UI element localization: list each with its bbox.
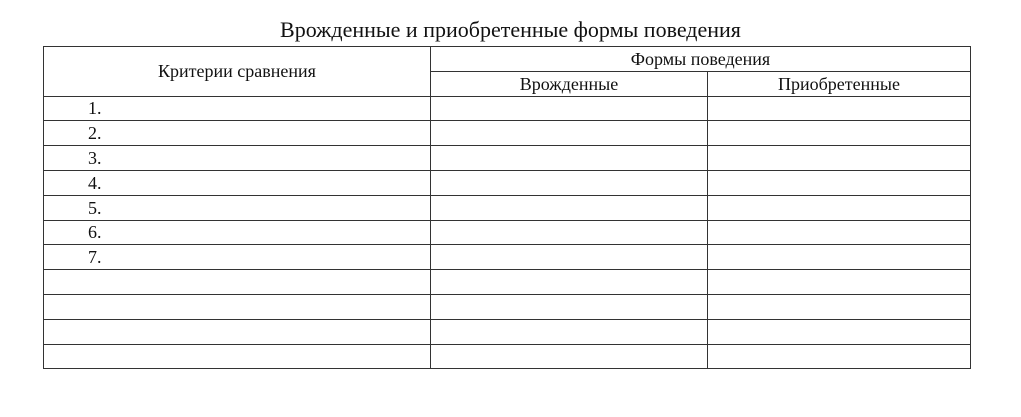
criteria-cell[interactable]: 6. bbox=[44, 220, 431, 245]
innate-cell[interactable] bbox=[431, 96, 708, 121]
table-row bbox=[44, 245, 971, 270]
acquired-header: Приобретенные bbox=[708, 71, 971, 96]
innate-cell[interactable] bbox=[431, 195, 708, 220]
criteria-cell[interactable] bbox=[44, 319, 431, 344]
table-row bbox=[44, 121, 971, 146]
innate-cell[interactable] bbox=[431, 344, 708, 369]
table-row bbox=[44, 146, 971, 171]
acquired-cell[interactable] bbox=[708, 96, 971, 121]
criteria-cell[interactable]: 3. bbox=[44, 146, 431, 171]
criteria-header: Критерии сравнения bbox=[44, 47, 431, 97]
acquired-cell[interactable] bbox=[708, 294, 971, 319]
innate-cell[interactable] bbox=[431, 170, 708, 195]
acquired-cell[interactable] bbox=[708, 121, 971, 146]
acquired-cell[interactable] bbox=[708, 245, 971, 270]
table-header-row bbox=[44, 47, 971, 72]
innate-cell[interactable] bbox=[431, 146, 708, 171]
criteria-cell[interactable]: 5. bbox=[44, 195, 431, 220]
page-title: Врожденные и приобретенные формы поведения bbox=[280, 17, 741, 42]
criteria-cell[interactable]: 4. bbox=[44, 170, 431, 195]
table-row bbox=[44, 220, 971, 245]
table-row bbox=[44, 319, 971, 344]
innate-header: Врожденные bbox=[431, 71, 708, 96]
acquired-cell[interactable] bbox=[708, 170, 971, 195]
acquired-cell[interactable] bbox=[708, 270, 971, 295]
acquired-cell[interactable] bbox=[708, 195, 971, 220]
criteria-cell[interactable]: 1. bbox=[44, 96, 431, 121]
table-row bbox=[44, 170, 971, 195]
table-row bbox=[44, 344, 971, 369]
acquired-cell[interactable] bbox=[708, 319, 971, 344]
table-body bbox=[44, 96, 971, 369]
innate-cell[interactable] bbox=[431, 245, 708, 270]
table-row bbox=[44, 96, 971, 121]
forms-header: Формы поведения bbox=[431, 47, 971, 72]
criteria-cell[interactable]: 7. bbox=[44, 245, 431, 270]
criteria-cell[interactable] bbox=[44, 270, 431, 295]
table-row bbox=[44, 270, 971, 295]
innate-cell[interactable] bbox=[431, 270, 708, 295]
innate-cell[interactable] bbox=[431, 220, 708, 245]
criteria-cell[interactable] bbox=[44, 294, 431, 319]
innate-cell[interactable] bbox=[431, 319, 708, 344]
criteria-cell[interactable]: 2. bbox=[44, 121, 431, 146]
criteria-cell[interactable] bbox=[44, 344, 431, 369]
acquired-cell[interactable] bbox=[708, 146, 971, 171]
table-row bbox=[44, 195, 971, 220]
table-row bbox=[44, 294, 971, 319]
acquired-cell[interactable] bbox=[708, 344, 971, 369]
innate-cell[interactable] bbox=[431, 121, 708, 146]
comparison-table bbox=[43, 46, 971, 369]
acquired-cell[interactable] bbox=[708, 220, 971, 245]
innate-cell[interactable] bbox=[431, 294, 708, 319]
